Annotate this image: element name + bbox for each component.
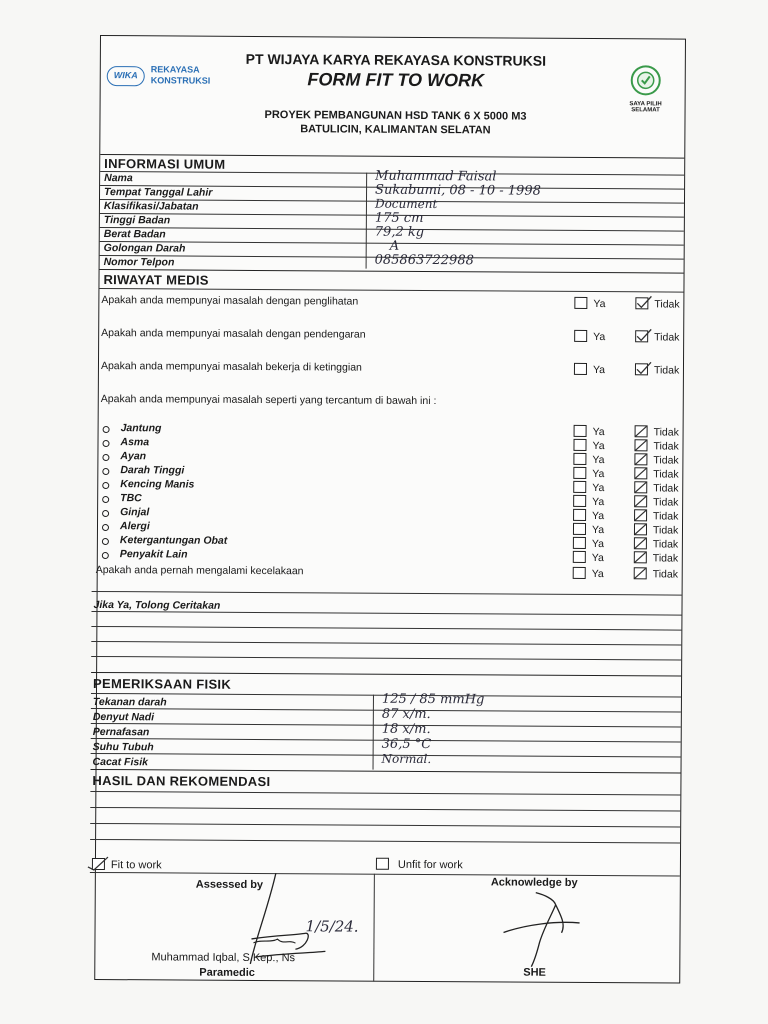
ya-label: Ya [591, 524, 605, 537]
bullet-icon [102, 538, 109, 545]
divider [90, 872, 680, 877]
slash-mark-icon [634, 495, 647, 507]
ya-checkbox[interactable] [574, 425, 587, 437]
acknowledger-signature [495, 888, 585, 969]
assessed-by-label: Assessed by [195, 878, 264, 892]
fit-checkbox[interactable] [92, 858, 105, 870]
ya-label: Ya [591, 552, 604, 565]
tidak-checkbox[interactable] [635, 297, 648, 309]
tidak-checkbox[interactable] [635, 425, 648, 437]
condition-name: Darah Tinggi [120, 464, 185, 477]
bullet-icon [102, 440, 109, 447]
ya-checkbox[interactable] [573, 523, 586, 535]
condition-name: TBC [120, 492, 142, 505]
section-riwayat-medis: RIWAYAT MEDIS [103, 272, 209, 288]
condition-name: Ginjal [120, 506, 150, 519]
field-value: 36,5 °C [381, 736, 432, 753]
ya-label: Ya [592, 496, 605, 509]
logo-text-1: REKAYASA [150, 64, 200, 75]
field-value: 79,2 kg [374, 224, 425, 240]
tidak-checkbox[interactable] [634, 439, 647, 451]
ya-checkbox[interactable] [573, 467, 586, 479]
slash-mark-icon [634, 439, 647, 451]
check-mark-icon [635, 328, 653, 342]
tidak-checkbox[interactable] [634, 481, 647, 493]
company-name: PT WIJAYA KARYA REKAYASA KONSTRUKSI [245, 50, 547, 69]
question-text: Apakah anda mempunyai masalah bekerja di ketinggian [100, 360, 362, 374]
tidak-label: Tidak [653, 454, 679, 467]
field-value: 125 / 85 mmHg [381, 691, 485, 708]
writing-line [90, 839, 680, 844]
ya-checkbox[interactable] [573, 439, 586, 451]
condition-name: Ayan [120, 450, 147, 463]
safety-shield-icon [617, 63, 675, 101]
divider [99, 288, 683, 293]
field-label: Suhu Tubuh [92, 740, 154, 754]
field-value: 175 cm [374, 210, 424, 226]
tidak-label: Tidak [654, 331, 680, 344]
acknowledger-role: SHE [523, 966, 546, 979]
safety-logo [617, 63, 675, 115]
tidak-label: Tidak [653, 510, 679, 523]
tidak-label: Tidak [654, 298, 680, 311]
tidak-label: Tidak [652, 552, 679, 565]
tidak-label: Tidak [652, 568, 679, 581]
field-value: A [389, 238, 400, 254]
tidak-checkbox[interactable] [634, 537, 647, 549]
assessment-date: 1/5/24. [305, 917, 359, 936]
bullet-icon [103, 426, 110, 433]
bullet-icon [102, 468, 109, 475]
unfit-checkbox[interactable] [376, 858, 389, 870]
ya-checkbox[interactable] [573, 453, 586, 465]
writing-line [91, 626, 681, 631]
story-label: Jika Ya, Tolong Ceritakan [93, 598, 221, 612]
tidak-checkbox[interactable] [635, 330, 648, 342]
tidak-label: Tidak [653, 468, 679, 481]
tidak-checkbox[interactable] [634, 453, 647, 465]
ya-checkbox[interactable] [573, 509, 586, 521]
tidak-checkbox[interactable] [634, 509, 647, 521]
ya-checkbox[interactable] [574, 297, 587, 309]
column-divider [373, 874, 375, 982]
bullet-icon [102, 510, 109, 517]
tidak-checkbox[interactable] [634, 567, 647, 579]
ya-checkbox[interactable] [573, 567, 586, 579]
tidak-checkbox[interactable] [635, 363, 648, 375]
ya-label: Ya [593, 298, 606, 311]
field-label: Tempat Tanggal Lahir [104, 186, 213, 199]
fit-label: Fit to work [110, 859, 162, 872]
section-hasil: HASIL DAN REKOMENDASI [92, 772, 271, 790]
slash-mark-icon [634, 537, 647, 549]
ya-label: Ya [592, 510, 605, 523]
ya-checkbox[interactable] [574, 330, 587, 342]
condition-name: Ketergantungan Obat [119, 534, 228, 547]
ya-label: Ya [592, 454, 605, 467]
field-label: Tinggi Badan [103, 214, 171, 227]
field-value: Sukabumi, 08 - 10 - 1998 [375, 182, 541, 199]
field-label: Denyut Nadi [92, 710, 155, 724]
ya-checkbox[interactable] [573, 495, 586, 507]
condition-name: Kencing Manis [120, 478, 195, 491]
ya-label: Ya [593, 331, 606, 344]
slash-mark-icon [635, 425, 648, 437]
logo-text-2: KONSTRUKSI [150, 75, 211, 86]
ya-checkbox[interactable] [573, 537, 586, 549]
tidak-checkbox[interactable] [634, 495, 647, 507]
section-informasi-umum: INFORMASI UMUM [104, 156, 226, 172]
column-divider [373, 695, 374, 770]
tidak-checkbox[interactable] [634, 551, 647, 563]
writing-line [90, 791, 680, 796]
project-location: BATULICIN, KALIMANTAN SELATAN [300, 123, 491, 137]
list-prompt: Apakah anda mempunyai masalah seperti yang tercantum di bawah ini : [100, 393, 437, 408]
tidak-label: Tidak [652, 538, 679, 551]
ya-label: Ya [592, 468, 605, 481]
check-mark-icon [87, 855, 109, 871]
divider [92, 591, 682, 596]
question-text: Apakah anda mempunyai masalah dengan penglihatan [101, 294, 359, 308]
ya-label: Ya [592, 440, 605, 453]
writing-line [91, 656, 681, 661]
ya-label: Ya [591, 568, 604, 581]
field-label: Tekanan darah [92, 695, 167, 709]
field-value: 87 x/m. [381, 706, 431, 723]
tidak-label: Tidak [653, 426, 679, 439]
ya-label: Ya [591, 538, 605, 551]
slash-mark-icon [634, 567, 647, 579]
field-value: Document [374, 196, 438, 212]
ya-checkbox[interactable] [573, 551, 586, 563]
field-value: Normal. [381, 751, 432, 767]
tidak-label: Tidak [653, 440, 679, 453]
ya-label: Ya [592, 426, 605, 439]
tidak-label: Tidak [652, 524, 679, 537]
field-label: Nomor Telpon [103, 256, 175, 269]
slash-mark-icon [634, 509, 647, 521]
writing-line [90, 807, 680, 812]
project-name: PROYEK PEMBANGUNAN HSD TANK 6 X 5000 M3 [264, 109, 527, 123]
section-pemeriksaan-fisik: PEMERIKSAAN FISIK [92, 675, 232, 692]
check-mark-icon [635, 361, 653, 375]
tidak-checkbox[interactable] [634, 523, 647, 535]
tidak-checkbox[interactable] [634, 467, 647, 479]
logo-mark: WIKA [107, 66, 145, 86]
question-text: Apakah anda mempunyai masalah dengan pendengaran [101, 327, 366, 341]
field-label: Pernafasan [92, 725, 150, 739]
writing-line [91, 611, 681, 616]
bullet-icon [102, 496, 109, 503]
assessor-name: Muhammad Iqbal, S.Kep., Ns [151, 951, 296, 965]
bullet-icon [102, 482, 109, 489]
field-value: 085863722988 [374, 252, 474, 269]
writing-line [91, 641, 681, 646]
condition-name: Jantung [120, 422, 162, 435]
acknowledge-by-label: Acknowledge by [490, 876, 578, 889]
field-label: Berat Badan [103, 228, 166, 241]
check-mark-icon [635, 295, 653, 309]
bullet-icon [102, 524, 109, 531]
slash-mark-icon [634, 453, 647, 465]
condition-name: Penyakit Lain [119, 548, 188, 561]
condition-name: Asma [120, 436, 150, 449]
ya-label: Ya [592, 482, 605, 495]
assessor-role: Paramedic [199, 966, 255, 979]
fit-to-work-form [94, 35, 686, 984]
field-label: Cacat Fisik [92, 755, 149, 769]
unfit-label: Unfit for work [397, 858, 463, 872]
bullet-icon [102, 552, 109, 559]
field-value: 18 x/m. [381, 721, 431, 738]
accident-question: Apakah anda pernah mengalami kecelakaan [95, 563, 304, 578]
slash-mark-icon [634, 551, 647, 563]
condition-name: Alergi [119, 520, 150, 533]
slash-mark-icon [634, 481, 647, 493]
field-label: Nama [104, 172, 133, 185]
field-label: Golongan Darah [103, 242, 186, 255]
tidak-label: Tidak [653, 496, 679, 509]
tidak-label: Tidak [653, 482, 679, 495]
safety-caption: SAYA PILIH SELAMAT [629, 101, 662, 114]
form-title: FORM FIT TO WORK [307, 69, 485, 91]
field-value: Muhammad Faisal [375, 168, 497, 185]
tidak-label: Tidak [653, 364, 680, 377]
ya-label: Ya [592, 364, 606, 377]
slash-mark-icon [634, 523, 647, 535]
bullet-icon [102, 454, 109, 461]
slash-mark-icon [634, 467, 647, 479]
ya-checkbox[interactable] [573, 481, 586, 493]
ya-checkbox[interactable] [574, 363, 587, 375]
field-label: Klasifikasi/Jabatan [103, 200, 199, 213]
writing-line [90, 823, 680, 828]
